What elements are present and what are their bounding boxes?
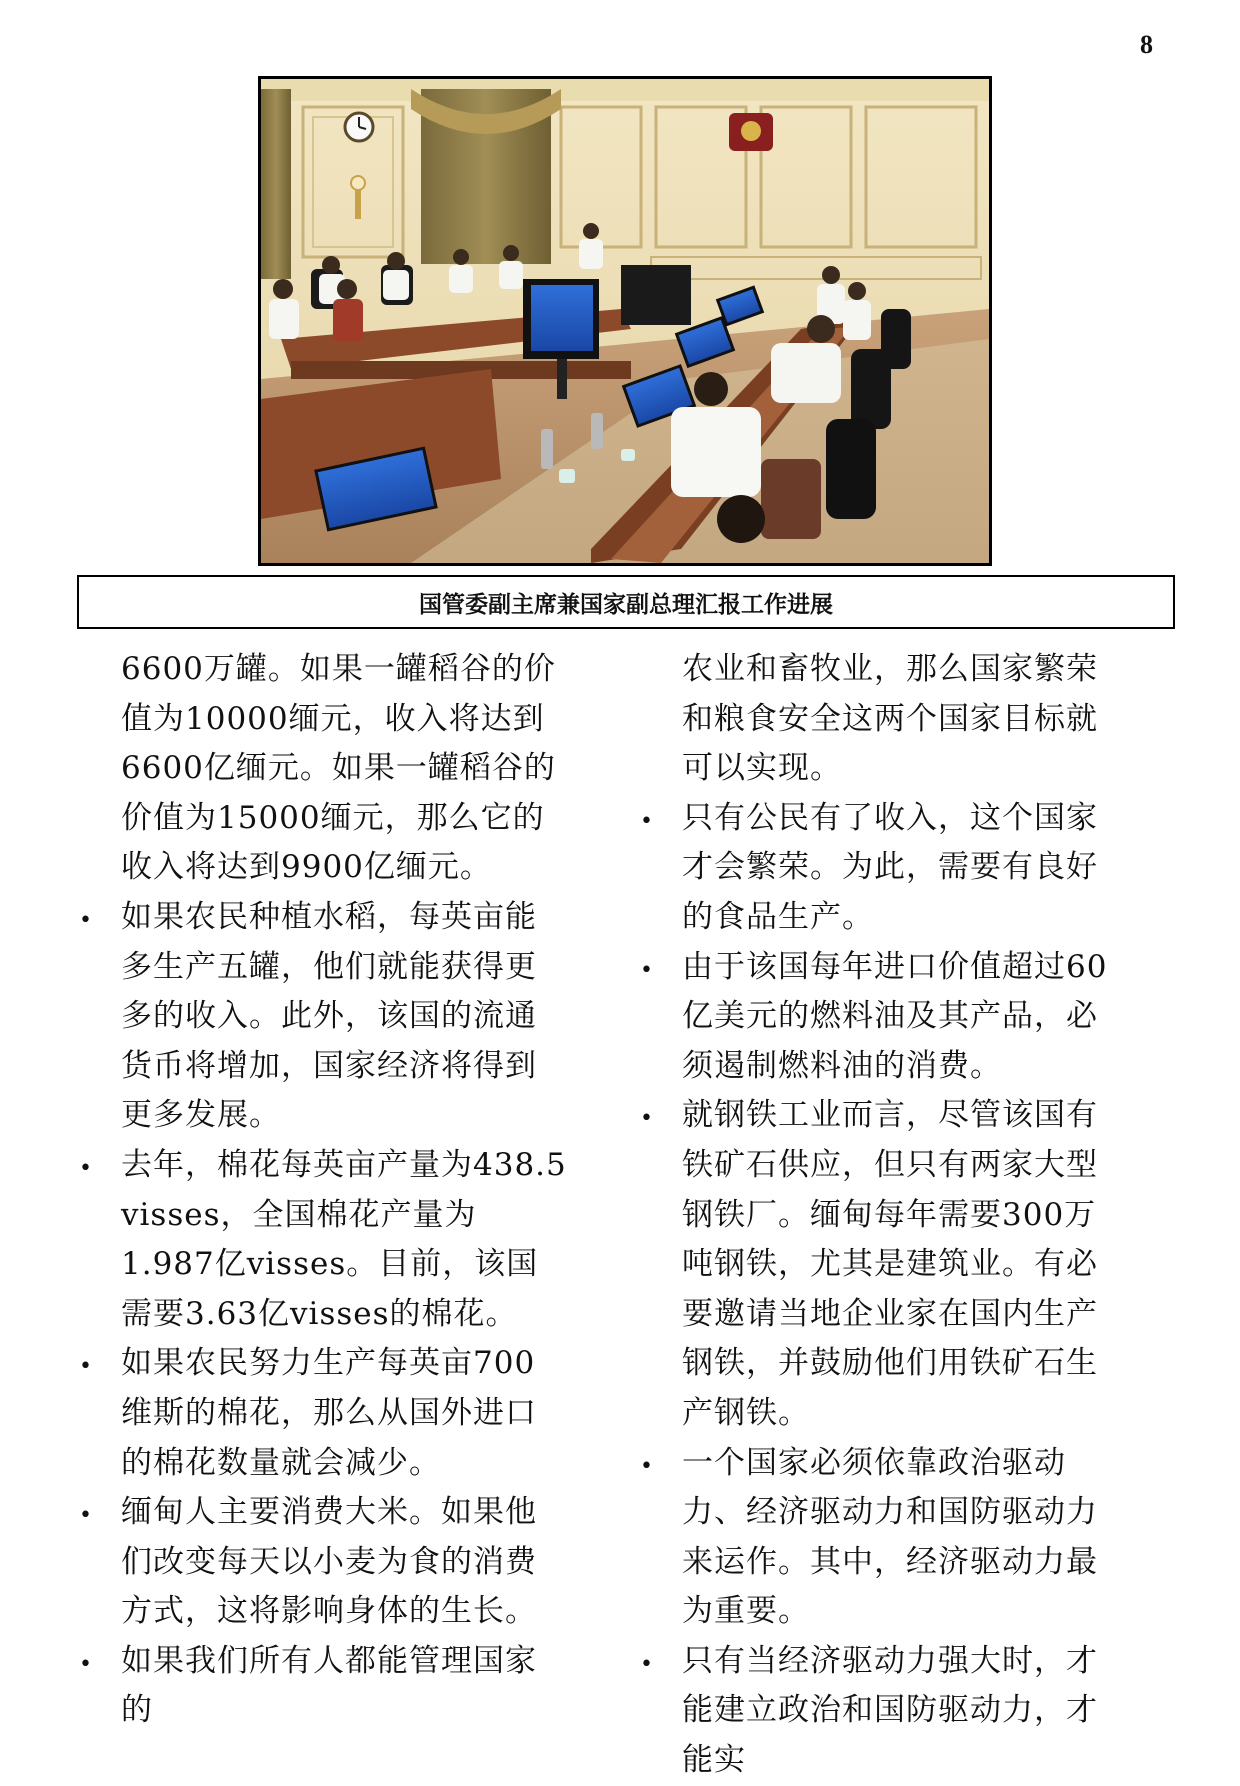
bullet-item: • 缅甸人主要消费大米。如果他们改变每天以小麦为食的消费方式，这将影响身体的生长。 <box>77 1488 567 1637</box>
meeting-photo <box>258 76 992 566</box>
bullet-item: • 如果农民种植水稻，每英亩能多生产五罐，他们就能获得更多的收入。此外，该国的流通货币将增加，国家经济将得到更多发展。 <box>77 893 567 1141</box>
bullet-item: • 只有当经济驱动力强大时，才能建立政治和国防驱动力，才能实 <box>638 1637 1128 1786</box>
right-column <box>638 645 1128 1786</box>
bullet-item: • 就钢铁工业而言，尽管该国有铁矿石供应，但只有两家大型钢铁厂。缅甸每年需要300万吨钢铁，尤其是建筑业。有必要邀请当地企业家在国内生产钢铁，并鼓励他们用铁矿石生产钢铁。 <box>638 1091 1128 1438</box>
bullet-item: • 由于该国每年进口价值超过60亿美元的燃料油及其产品，必须遏制燃料油的消费。 <box>638 943 1128 1092</box>
meeting-room-illustration <box>261 79 989 563</box>
photo-caption: 国管委副主席兼国家副总理汇报工作进展 <box>77 575 1175 629</box>
page-number: 8 <box>1140 30 1153 59</box>
left-column <box>77 645 567 1736</box>
bullet-item: • 去年，棉花每英亩产量为438.5 visses，全国棉花产量为1.987亿visses。目前，该国需要3.63亿visses的棉花。 <box>77 1141 567 1339</box>
bullet-item: • 一个国家必须依靠政治驱动力、经济驱动力和国防驱动力来运作。其中，经济驱动力最为重要。 <box>638 1439 1128 1637</box>
bullet-item: • 如果农民努力生产每英亩700维斯的棉花，那么从国外进口的棉花数量就会减少。 <box>77 1339 567 1488</box>
paragraph-continuation: 农业和畜牧业，那么国家繁荣和粮食安全这两个国家目标就可以实现。 <box>682 651 1098 787</box>
paragraph-continuation: 6600万罐。如果一罐稻谷的价值为10000缅元，收入将达到6600亿缅元。如果一罐稻谷的价值为15000缅元，那么它的收入将达到9900亿缅元。 <box>121 651 556 886</box>
bullet-item: • 如果我们所有人都能管理国家的 <box>77 1637 567 1736</box>
bullet-item: • 只有公民有了收入，这个国家才会繁荣。为此，需要有良好的食品生产。 <box>638 794 1128 943</box>
